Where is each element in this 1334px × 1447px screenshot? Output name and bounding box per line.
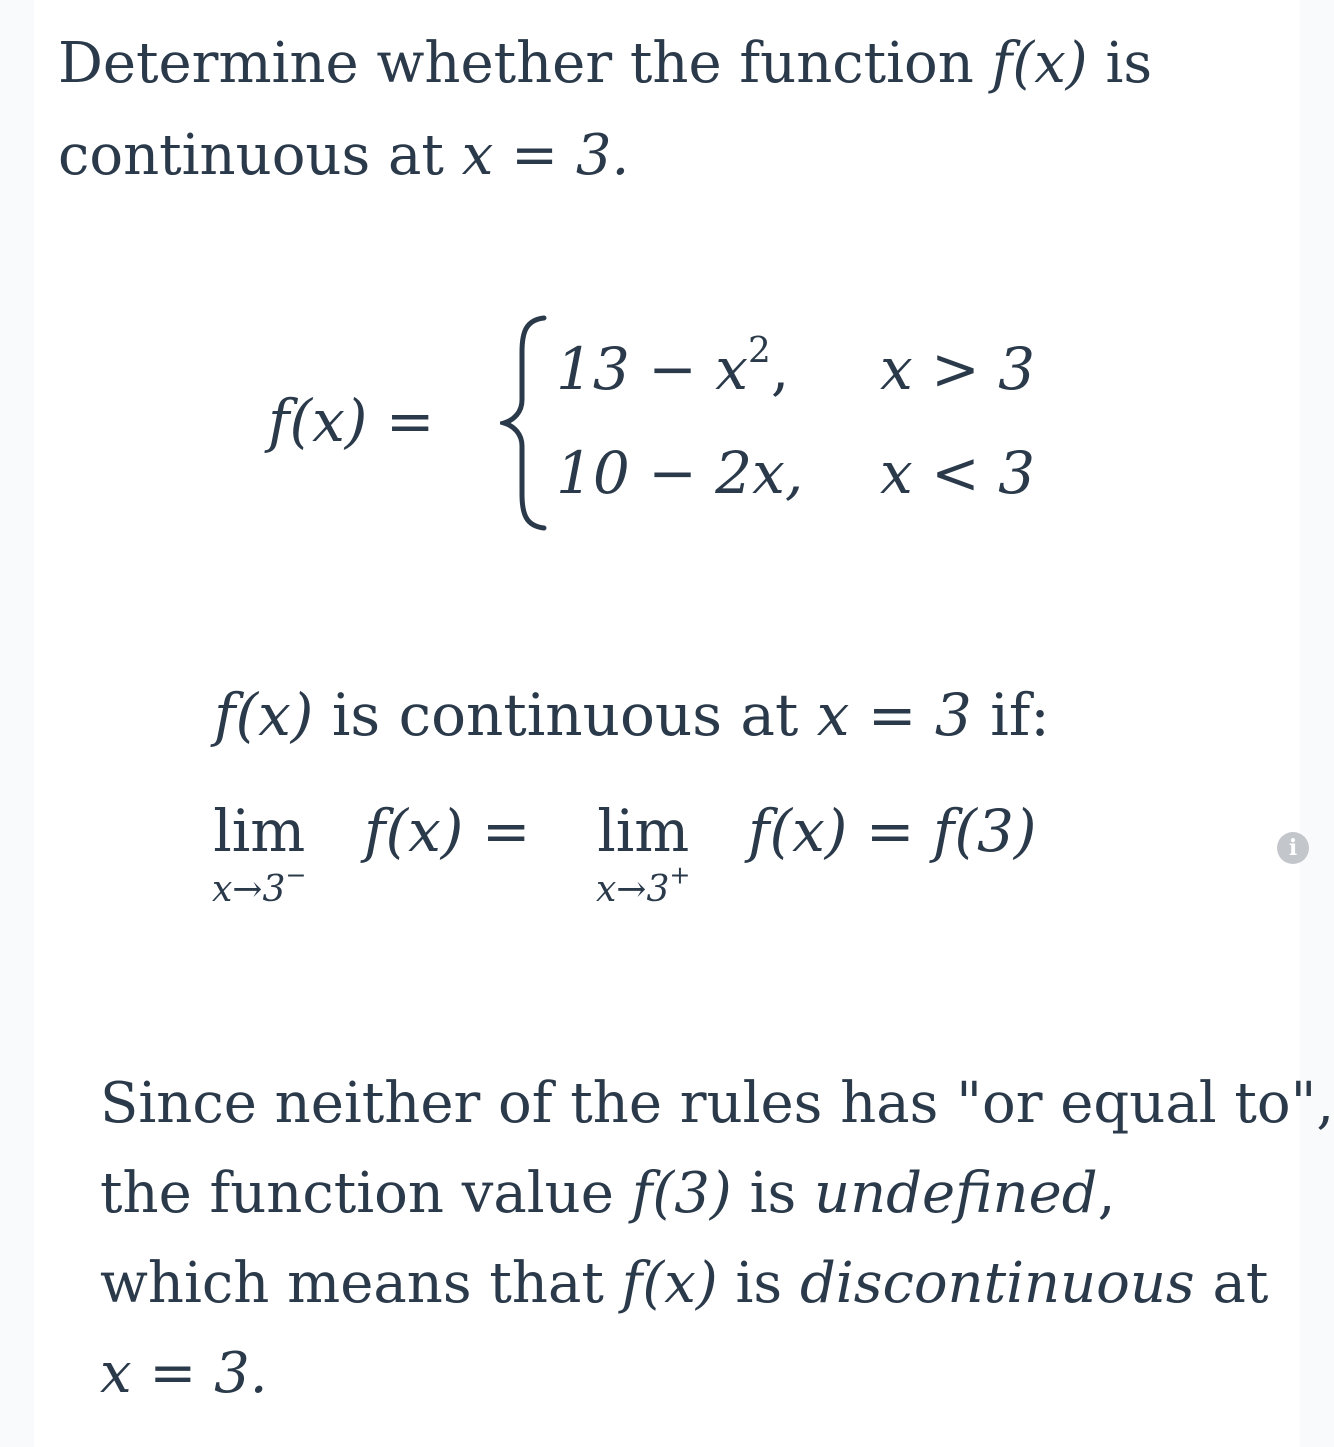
question-point: x = 3. (461, 123, 630, 188)
left-brace-icon (500, 312, 550, 534)
question-text-line2: continuous at (58, 123, 444, 188)
explanation-line-4: x = 3. (100, 1341, 268, 1406)
question-line-1 (58, 31, 1153, 96)
case-1-expression: $13 - x^2$, (556, 330, 790, 403)
right-limit: lim x→3+ (596, 797, 691, 910)
question-function: f(x) (991, 31, 1088, 96)
case-2-condition: x < 3 (880, 439, 1036, 507)
explanation-line-1: Since neither of the rules has "or equal to", (100, 1071, 1334, 1136)
continuity-condition-line: f(x) is continuous at x = 3 if: (214, 681, 1050, 749)
case-2-expression: 10 − 2x, (556, 439, 804, 507)
case-1-condition: x > 3 (880, 335, 1036, 403)
info-icon[interactable]: i (1277, 832, 1309, 864)
left-limit-expression: f(x) = (364, 797, 531, 865)
explanation-line-3: which means that f(x) is discontinuous at (100, 1251, 1269, 1316)
left-limit: lim x→3− (212, 797, 307, 910)
right-limit-expression: f(x) = f(3) (748, 797, 1037, 865)
explanation-line-2: the function value f(3) is undefined, (100, 1161, 1116, 1226)
question-line-2 (58, 123, 630, 188)
piecewise-lhs: f(x) = (268, 387, 435, 455)
question-text-after: is (1105, 31, 1153, 96)
question-text: Determine whether the function (58, 31, 974, 96)
